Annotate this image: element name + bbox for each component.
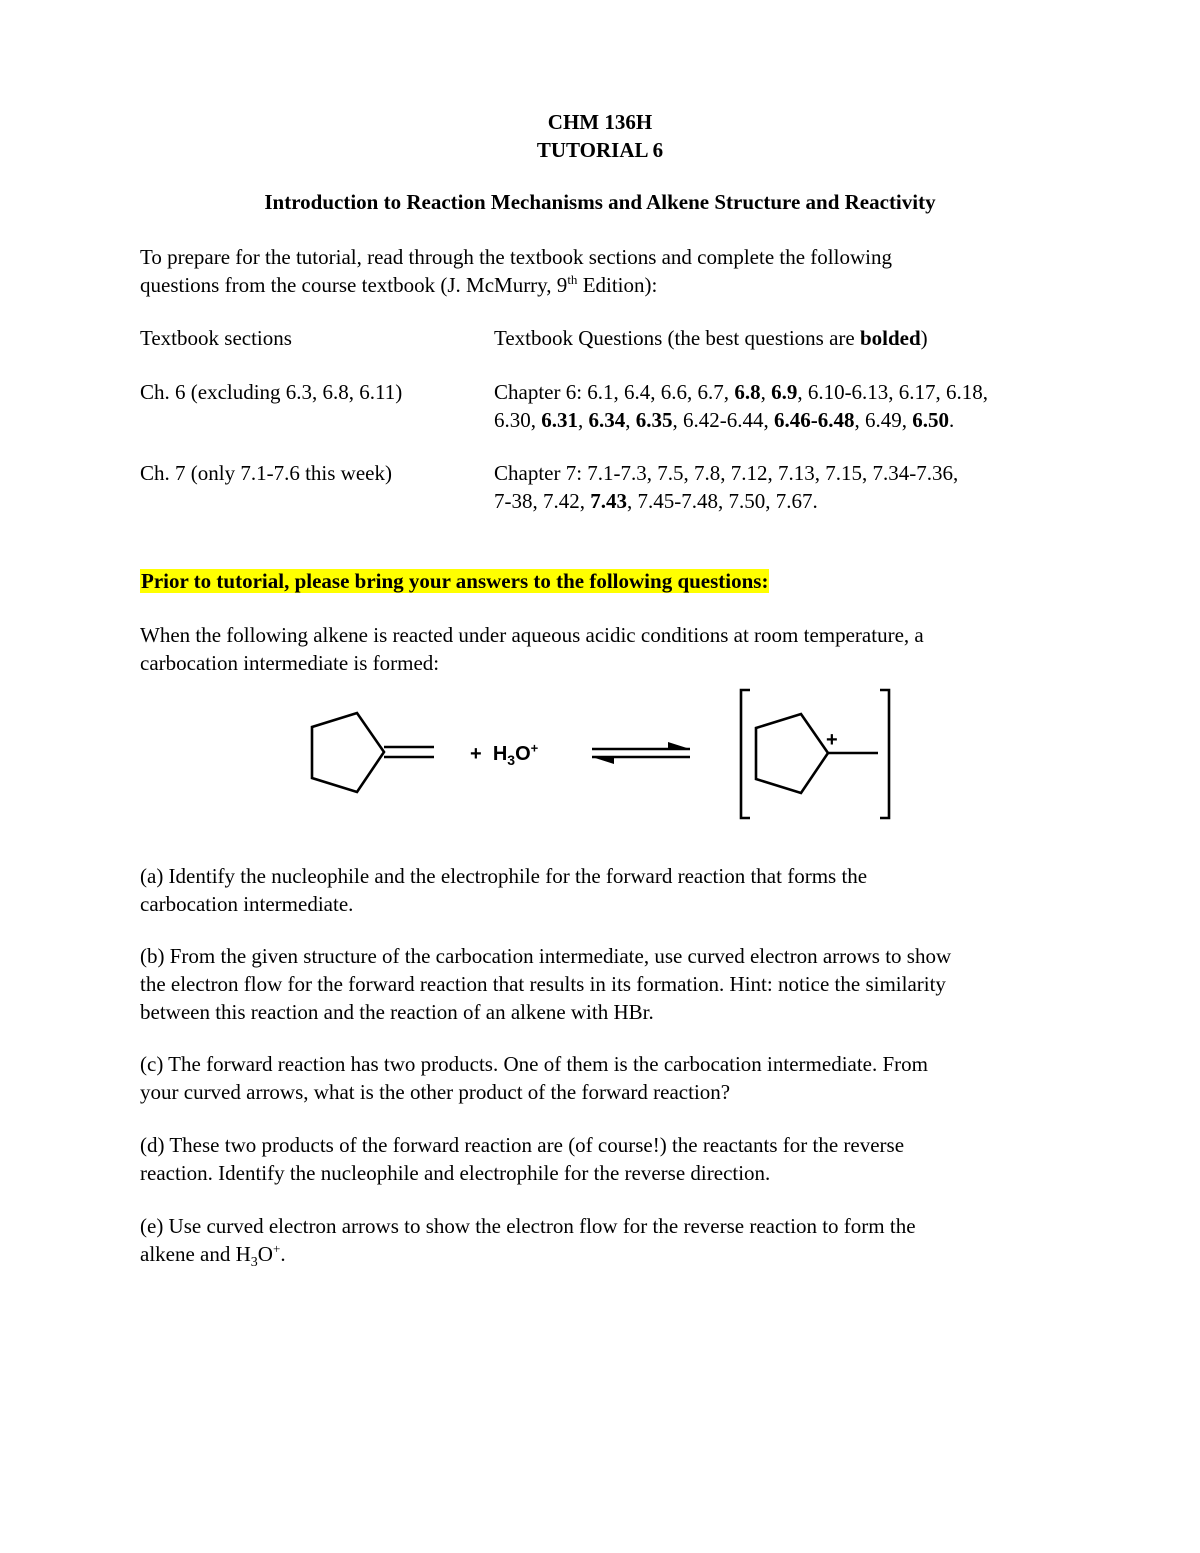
question-a: [140, 862, 1060, 918]
reagent-label: [470, 740, 538, 768]
edition-superscript: th: [567, 272, 578, 287]
question-list-text: 6.30,: [494, 408, 542, 432]
question-list-text: ,: [760, 380, 772, 404]
question-list-text: , 6.10-6.13, 6.17, 6.18,: [797, 380, 989, 404]
question-list-text: , 7.45-7.48, 7.50, 7.67.: [627, 489, 818, 513]
forward-arrowhead-icon: [668, 742, 690, 749]
recommended-question: 6.35: [635, 408, 673, 432]
recommended-question: 6.50: [912, 408, 949, 432]
left-bracket-icon: [741, 690, 750, 818]
highlighted-instruction-text: Prior to tutorial, please bring your answers to the following questions:: [141, 569, 769, 593]
reagent-o: O: [515, 743, 531, 765]
header-questions-text: Textbook Questions (the best questions are: [494, 326, 860, 350]
intro-line-2b: Edition):: [577, 273, 658, 297]
reagent-h: H: [492, 743, 508, 765]
table-header-sections: Textbook sections: [140, 326, 292, 350]
cation-charge: +: [826, 729, 838, 751]
cyclopentane-ring-icon: [312, 713, 384, 792]
reverse-arrowhead-icon: [592, 757, 614, 764]
question-list-text: ,: [578, 408, 589, 432]
question-list-text: , 6.49,: [854, 408, 913, 432]
question-e-subscript: 3: [250, 1255, 258, 1271]
question-d: [140, 1131, 1060, 1187]
recommended-question: 6.31: [541, 408, 578, 432]
question-d-line-1: (d) These two products of the forward reaction are (of course!) the reactants for the reverse: [140, 1133, 905, 1157]
course-code: CHM 136H: [547, 110, 653, 134]
recommended-question: 7.43: [590, 489, 627, 513]
question-c-line-2: your curved arrows, what is the other product of the forward reaction?: [140, 1080, 731, 1104]
chapter-7-sections: Ch. 7 (only 7.1-7.6 this week): [140, 461, 392, 485]
intro-line-1: To prepare for the tutorial, read through the textbook sections and complete the following: [140, 245, 892, 269]
header-bolded-word: bolded: [859, 326, 921, 350]
reagent-subscript: 3: [507, 752, 516, 768]
question-b: [140, 942, 1060, 1026]
tutorial-subtitle: Introduction to Reaction Mechanisms and Alkene Structure and Reactivity: [264, 190, 936, 214]
chapter-6-sections: Ch. 6 (excluding 6.3, 6.8, 6.11): [140, 380, 403, 404]
question-e-oxygen: O: [257, 1242, 273, 1266]
question-d-line-2: reaction. Identify the nucleophile and electrophile for the reverse direction.: [140, 1161, 771, 1185]
recommended-question: 6.9: [771, 380, 798, 404]
reagent-charge: +: [530, 740, 539, 756]
question-c-line-1: (c) The forward reaction has two products. One of them is the carbocation intermediate. From: [140, 1052, 929, 1076]
question-e-period: .: [280, 1242, 286, 1266]
question-e-text: alkene and H: [140, 1242, 251, 1266]
question-list-text: ,: [625, 408, 636, 432]
carbocation-ring-icon: [756, 714, 828, 793]
question-a-line-2: carbocation intermediate.: [140, 892, 354, 916]
prompt-line-2: carbocation intermediate is formed:: [140, 651, 440, 675]
question-b-line-3: between this reaction and the reaction of an alkene with HBr.: [140, 1000, 654, 1024]
question-c: [140, 1050, 1060, 1106]
question-b-line-2: the electron flow for the forward reaction that results in its formation. Hint: notice the similarity: [140, 972, 946, 996]
question-list-text: , 6.42-6.44,: [672, 408, 774, 432]
question-list-text: Chapter 6: 6.1, 6.4, 6.6, 6.7,: [494, 380, 735, 404]
question-e-charge: +: [272, 1241, 281, 1256]
intro-line-2a: questions from the course textbook (J. McMurry, 9: [140, 273, 568, 297]
recommended-question: 6.34: [588, 408, 626, 432]
header-close-paren: ): [920, 326, 928, 350]
recommended-question: 6.46-6.48: [774, 408, 855, 432]
question-b-line-1: (b) From the given structure of the carbocation intermediate, use curved electron arrows to show: [140, 944, 952, 968]
right-bracket-icon: [880, 690, 889, 818]
question-list-text: 7-38, 7.42,: [494, 489, 591, 513]
recommended-question: 6.8: [734, 380, 761, 404]
plus-sign: +: [470, 743, 482, 765]
prompt-line-1: When the following alkene is reacted under aqueous acidic conditions at room temperature, a: [140, 623, 924, 647]
question-e-line-1: (e) Use curved electron arrows to show the electron flow for the reverse reaction to form the: [140, 1214, 916, 1238]
question-a-line-1: (a) Identify the nucleophile and the electrophile for the forward reaction that forms the: [140, 864, 868, 888]
question-list-text: Chapter 7: 7.1-7.3, 7.5, 7.8, 7.12, 7.13, 7.15, 7.34-7.36,: [494, 461, 959, 485]
question-list-text: .: [949, 408, 955, 432]
tutorial-number: TUTORIAL 6: [536, 138, 664, 162]
question-e: [140, 1212, 1060, 1271]
